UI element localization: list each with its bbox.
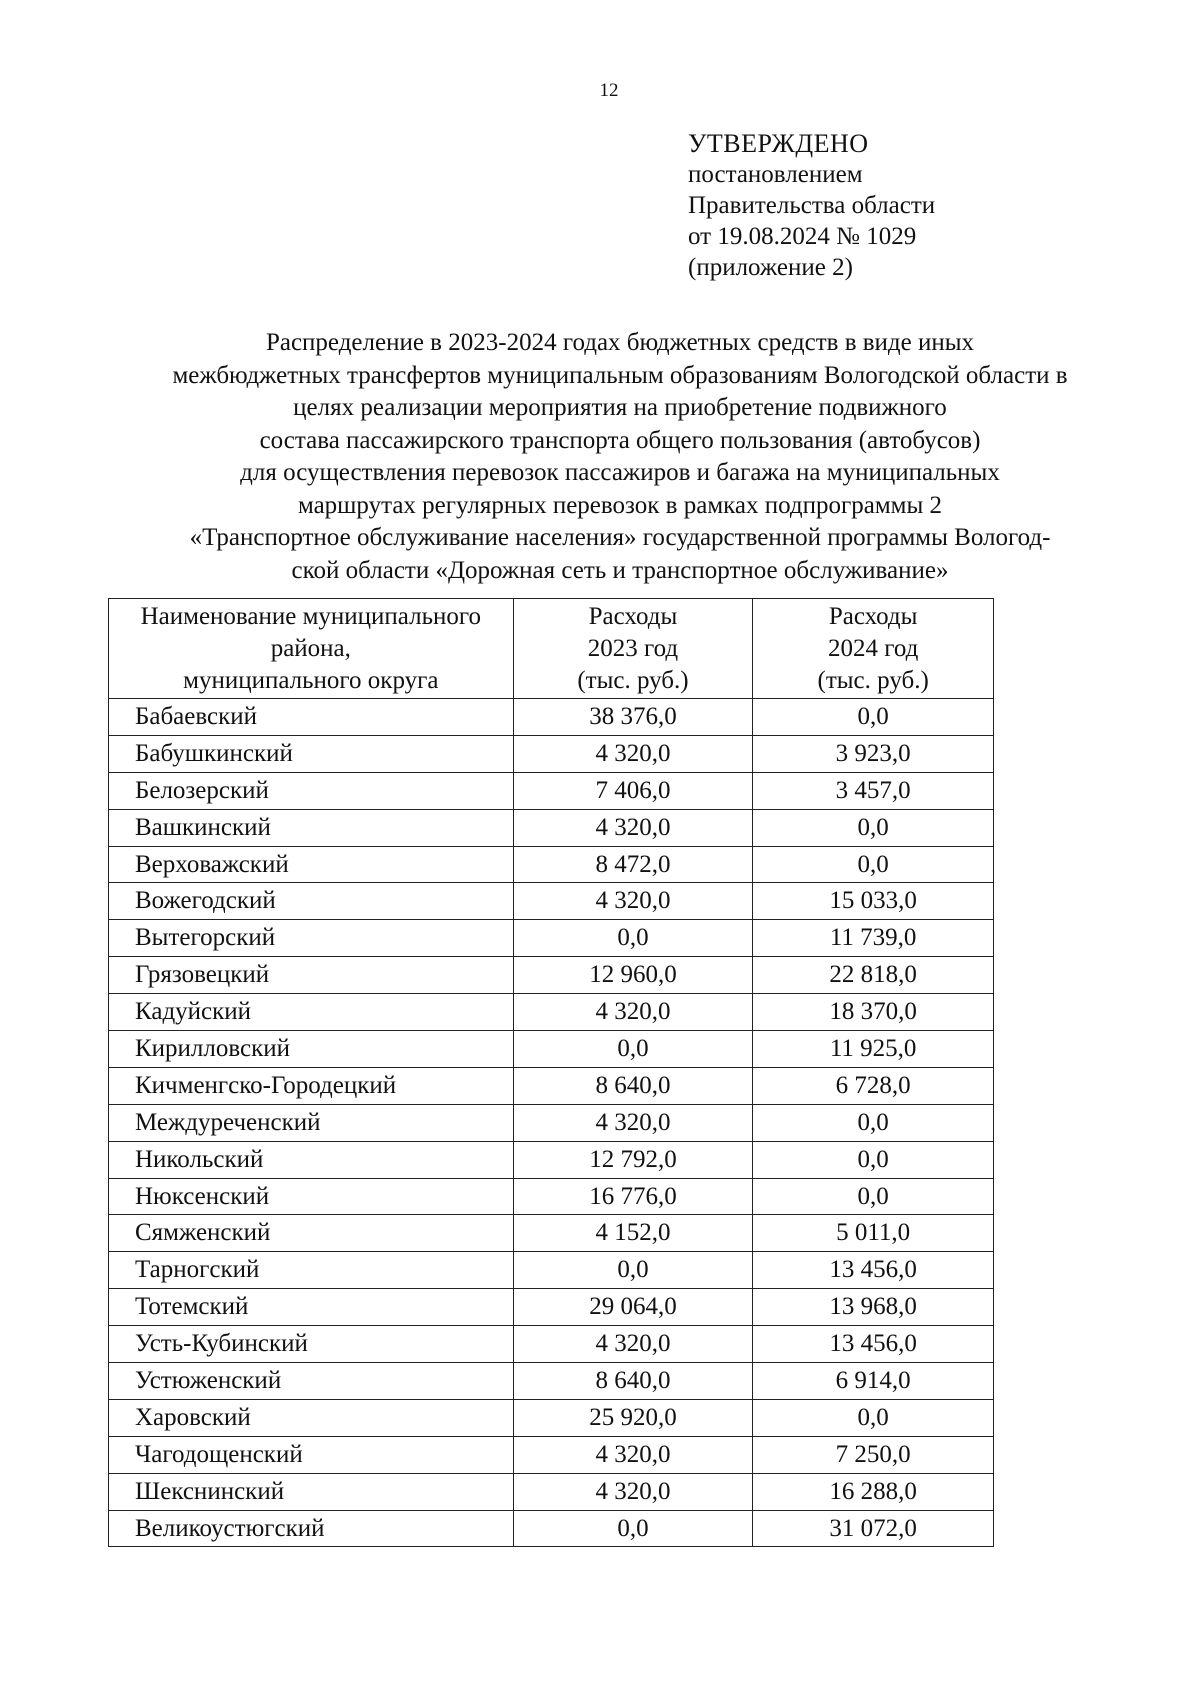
title-line: маршрутах регулярных перевозок в рамках подпрограммы 2 xyxy=(297,491,943,519)
expenses-2024-cell: 13 456,0 xyxy=(753,1326,994,1363)
approval-heading: УТВЕРЖДЕНО xyxy=(688,129,869,158)
expenses-2024-cell: 6 728,0 xyxy=(753,1067,994,1104)
expenses-2024-cell: 11 739,0 xyxy=(753,920,994,957)
expenses-2024-cell: 0,0 xyxy=(753,846,994,883)
expenses-2024-cell: 31 072,0 xyxy=(753,1510,994,1547)
table-row xyxy=(109,1031,994,1068)
district-name-cell: Харовский xyxy=(109,1399,514,1436)
header-district-line: муниципального округа xyxy=(183,666,439,694)
table-row xyxy=(109,1104,994,1141)
table-row xyxy=(109,735,994,772)
header-2023-line: 2023 год xyxy=(587,634,679,662)
approval-stamp xyxy=(688,128,935,283)
expenses-2023-cell: 4 320,0 xyxy=(513,883,753,920)
table-row xyxy=(109,994,994,1031)
header-expenses-2024 xyxy=(753,599,994,699)
table-row xyxy=(109,920,994,957)
expenses-2023-cell: 0,0 xyxy=(513,1252,753,1289)
table-row xyxy=(109,1289,994,1326)
expenses-2024-cell: 0,0 xyxy=(753,1104,994,1141)
district-name-cell: Белозерский xyxy=(109,772,514,809)
table-row xyxy=(109,883,994,920)
expenses-2023-cell: 12 792,0 xyxy=(513,1141,753,1178)
expenses-2023-cell: 0,0 xyxy=(513,1510,753,1547)
district-name-cell: Вашкинский xyxy=(109,809,514,846)
district-name-cell: Кичменгско-Городецкий xyxy=(109,1067,514,1104)
expenses-2024-cell: 3 923,0 xyxy=(753,735,994,772)
expenses-2024-cell: 0,0 xyxy=(753,1399,994,1436)
title-line: Распределение в 2023-2024 годах бюджетных средств в виде иных xyxy=(265,329,975,356)
expenses-2024-cell: 0,0 xyxy=(753,1141,994,1178)
district-name-cell: Чагодощенский xyxy=(109,1436,514,1473)
expenses-2023-cell: 38 376,0 xyxy=(513,699,753,736)
table-row xyxy=(109,699,994,736)
expenses-2024-cell: 13 456,0 xyxy=(753,1252,994,1289)
header-2024-line: 2024 год xyxy=(827,634,919,662)
table-row xyxy=(109,1215,994,1252)
expenses-2024-cell: 13 968,0 xyxy=(753,1289,994,1326)
district-name-cell: Тотемский xyxy=(109,1289,514,1326)
expenses-2023-cell: 4 320,0 xyxy=(513,1104,753,1141)
header-2023-line: (тыс. руб.) xyxy=(577,666,689,694)
expenses-2023-cell: 8 472,0 xyxy=(513,846,753,883)
expenses-2023-cell: 4 320,0 xyxy=(513,994,753,1031)
expenses-2024-cell: 5 011,0 xyxy=(753,1215,994,1252)
table-row xyxy=(109,1473,994,1510)
table-header-row xyxy=(109,599,994,699)
table-row xyxy=(109,1252,994,1289)
district-name-cell: Нюксенский xyxy=(109,1178,514,1215)
document-title xyxy=(90,327,1150,587)
expenses-2023-cell: 12 960,0 xyxy=(513,957,753,994)
expenses-2023-cell: 4 320,0 xyxy=(513,1436,753,1473)
expenses-2023-cell: 4 320,0 xyxy=(513,809,753,846)
approval-line-4: (приложение 2) xyxy=(688,254,853,281)
expenses-2024-cell: 15 033,0 xyxy=(753,883,994,920)
approval-line-1: постановлением xyxy=(688,161,863,188)
header-district xyxy=(109,599,514,699)
title-line: целях реализации мероприятия на приобретение подвижного xyxy=(293,394,947,421)
table-row xyxy=(109,772,994,809)
district-name-cell: Междуреченский xyxy=(109,1104,514,1141)
header-2024-line: (тыс. руб.) xyxy=(817,666,929,694)
expenses-2024-cell: 18 370,0 xyxy=(753,994,994,1031)
expenses-2023-cell: 7 406,0 xyxy=(513,772,753,809)
table-row xyxy=(109,1363,994,1400)
district-name-cell: Кирилловский xyxy=(109,1031,514,1068)
district-name-cell: Грязовецкий xyxy=(109,957,514,994)
header-2024-line: Расходы xyxy=(828,602,918,630)
table-row xyxy=(109,1067,994,1104)
title-line: межбюджетных трансфертов муниципальным образованиям Вологодской области в xyxy=(172,361,1068,389)
expenses-2023-cell: 0,0 xyxy=(513,1031,753,1068)
table-row xyxy=(109,957,994,994)
expenses-2023-cell: 16 776,0 xyxy=(513,1178,753,1215)
table-row xyxy=(109,1399,994,1436)
expenses-2024-cell: 0,0 xyxy=(753,1178,994,1215)
expenses-2023-cell: 4 320,0 xyxy=(513,735,753,772)
expenses-2023-cell: 8 640,0 xyxy=(513,1363,753,1400)
title-line: для осуществления перевозок пассажиров и багажа на муниципальных xyxy=(240,459,1000,486)
district-name-cell: Великоустюгский xyxy=(109,1510,514,1547)
expenses-2023-cell: 4 320,0 xyxy=(513,1473,753,1510)
header-district-line: района, xyxy=(270,634,351,662)
table-row xyxy=(109,809,994,846)
page-number: 12 xyxy=(599,80,619,101)
budget-table xyxy=(108,598,994,1547)
table-row xyxy=(109,1510,994,1547)
district-name-cell: Шекснинский xyxy=(109,1473,514,1510)
expenses-2023-cell: 0,0 xyxy=(513,920,753,957)
title-line: ской области «Дорожная сеть и транспортное обслуживание» xyxy=(291,556,949,584)
expenses-2024-cell: 6 914,0 xyxy=(753,1363,994,1400)
table-body xyxy=(109,699,994,1547)
title-line: состава пассажирского транспорта общего пользования (автобусов) xyxy=(259,426,981,454)
district-name-cell: Бабаевский xyxy=(109,699,514,736)
district-name-cell: Вытегорский xyxy=(109,920,514,957)
district-name-cell: Вожегодский xyxy=(109,883,514,920)
expenses-2023-cell: 25 920,0 xyxy=(513,1399,753,1436)
header-2023-line: Расходы xyxy=(588,602,678,630)
district-name-cell: Верховажский xyxy=(109,846,514,883)
district-name-cell: Кадуйский xyxy=(109,994,514,1031)
expenses-2024-cell: 0,0 xyxy=(753,809,994,846)
expenses-2023-cell: 8 640,0 xyxy=(513,1067,753,1104)
expenses-2023-cell: 4 152,0 xyxy=(513,1215,753,1252)
district-name-cell: Никольский xyxy=(109,1141,514,1178)
district-name-cell: Усть-Кубинский xyxy=(109,1326,514,1363)
expenses-2023-cell: 29 064,0 xyxy=(513,1289,753,1326)
expenses-2024-cell: 7 250,0 xyxy=(753,1436,994,1473)
district-name-cell: Устюженский xyxy=(109,1363,514,1400)
expenses-2024-cell: 3 457,0 xyxy=(753,772,994,809)
approval-line-3: от 19.08.2024 № 1029 xyxy=(688,223,917,250)
expenses-2024-cell: 22 818,0 xyxy=(753,957,994,994)
district-name-cell: Бабушкинский xyxy=(109,735,514,772)
approval-line-2: Правительства области xyxy=(688,192,936,219)
expenses-2023-cell: 4 320,0 xyxy=(513,1326,753,1363)
expenses-2024-cell: 11 925,0 xyxy=(753,1031,994,1068)
district-name-cell: Тарногский xyxy=(109,1252,514,1289)
table-row xyxy=(109,1141,994,1178)
title-line: «Транспортное обслуживание населения» государственной программы Вологод- xyxy=(189,524,1051,551)
table-row xyxy=(109,1326,994,1363)
district-name-cell: Сямженский xyxy=(109,1215,514,1252)
expenses-2024-cell: 16 288,0 xyxy=(753,1473,994,1510)
expenses-2024-cell: 0,0 xyxy=(753,699,994,736)
header-district-line: Наименование муниципального xyxy=(140,602,482,630)
table-row xyxy=(109,846,994,883)
table-row xyxy=(109,1178,994,1215)
header-expenses-2023 xyxy=(513,599,753,699)
table-row xyxy=(109,1436,994,1473)
